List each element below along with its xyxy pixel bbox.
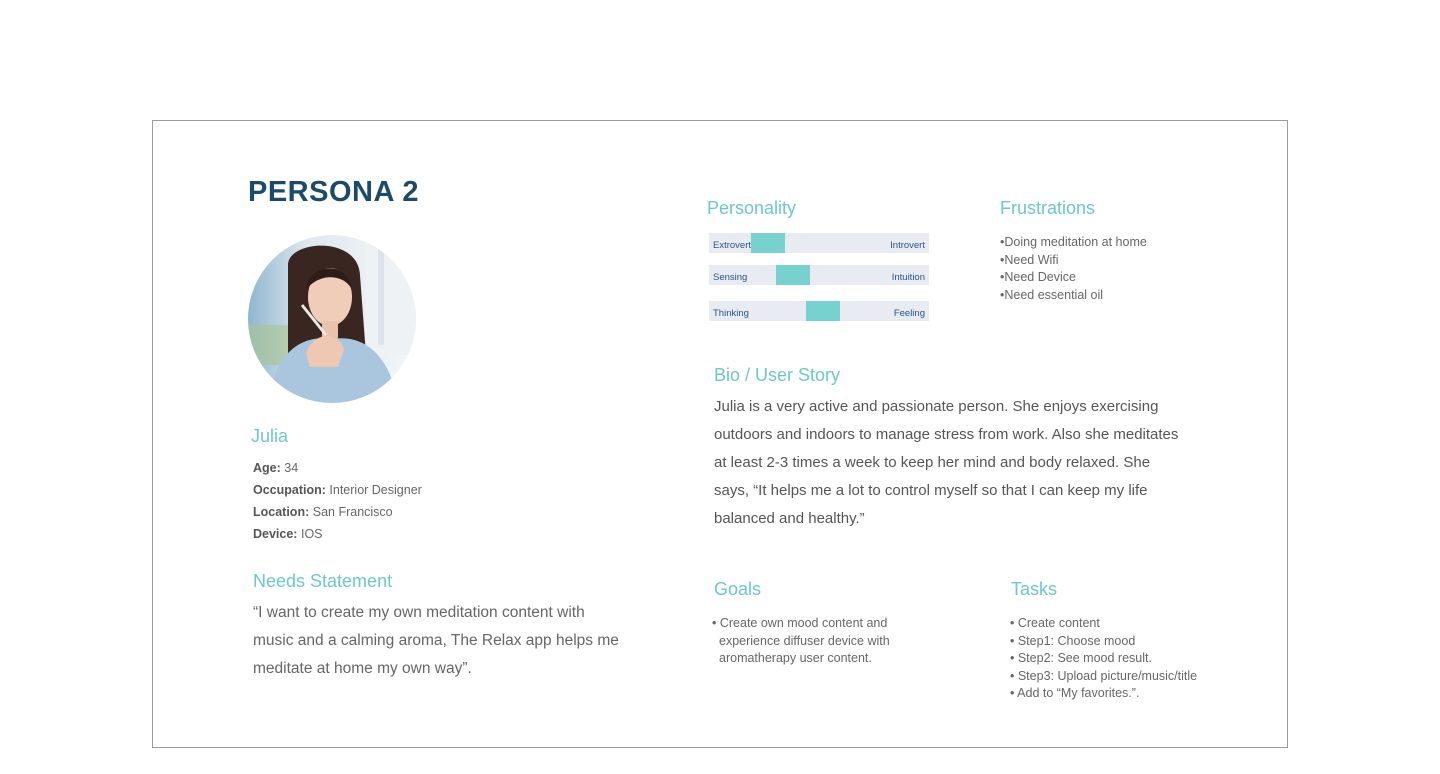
needs-heading: Needs Statement (253, 571, 393, 591)
avatar (248, 235, 416, 403)
personality-scale-extrovert-introvert (709, 233, 929, 253)
list-item: •Need Device (1000, 270, 1076, 284)
list-item: • Create content (1010, 616, 1100, 630)
needs-text: “I want to create my own meditation content with music and a calming aroma, The Relax app helps me meditate at home my own way”. (253, 604, 619, 677)
scale-right-label: Feeling (893, 308, 925, 319)
scale-fill (776, 265, 810, 285)
bio-text: Julia is a very active and passionate person. She enjoys exercising outdoors and indoors to manage stress from work. Also she meditates at least 2-3 times a week to keep her mind and body relaxed. She says, “It helps me a lot to control myself so that I can keep my life balanced and healthy.” (714, 398, 1179, 527)
frustrations-heading: Frustrations (1000, 198, 1096, 218)
persona-name: Julia (251, 426, 289, 446)
scale-fill (751, 233, 785, 253)
list-item: •Need essential oil (1000, 287, 1104, 302)
list-item: •Doing meditation at home (1000, 235, 1147, 249)
personality-scale-sensing-intuition (709, 265, 929, 285)
list-item: •Need Wifi (1000, 252, 1059, 267)
list-item: • Add to “My favorites.”. (1010, 686, 1140, 700)
profile-info (253, 457, 422, 545)
goals-list (712, 615, 932, 668)
frustrations-list (1000, 234, 1147, 304)
scale-left-label: Extrovert (713, 240, 752, 251)
scale-fill (806, 301, 840, 321)
personality-scale-thinking-feeling (709, 301, 929, 321)
avatar-photo (248, 235, 416, 403)
list-item: • Step1: Choose mood (1010, 633, 1136, 648)
info-occupation: Occupation: Interior Designer (253, 483, 422, 497)
list-item: • Step2: See mood result. (1010, 651, 1152, 665)
scale-right-label: Intuition (891, 272, 925, 283)
info-location: Location: San Francisco (253, 505, 393, 519)
scale-left-label: Thinking (713, 308, 749, 319)
personality-heading: Personality (707, 198, 797, 218)
list-item: • Step3: Upload picture/music/title (1010, 668, 1198, 683)
page-title: PERSONA 2 (248, 176, 420, 208)
scale-right-label: Introvert (890, 240, 925, 251)
tasks-list (1010, 615, 1197, 703)
persona-card (152, 120, 1288, 748)
scale-left-label: Sensing (713, 272, 748, 283)
goals-heading: Goals (714, 579, 762, 599)
list-item: • Create own mood content and experience diffuser device with aromatherapy user content. (712, 616, 890, 665)
bio-heading: Bio / User Story (714, 365, 841, 385)
info-device: Device: IOS (253, 527, 323, 541)
tasks-heading: Tasks (1011, 579, 1058, 599)
info-age: Age: 34 (253, 461, 299, 475)
